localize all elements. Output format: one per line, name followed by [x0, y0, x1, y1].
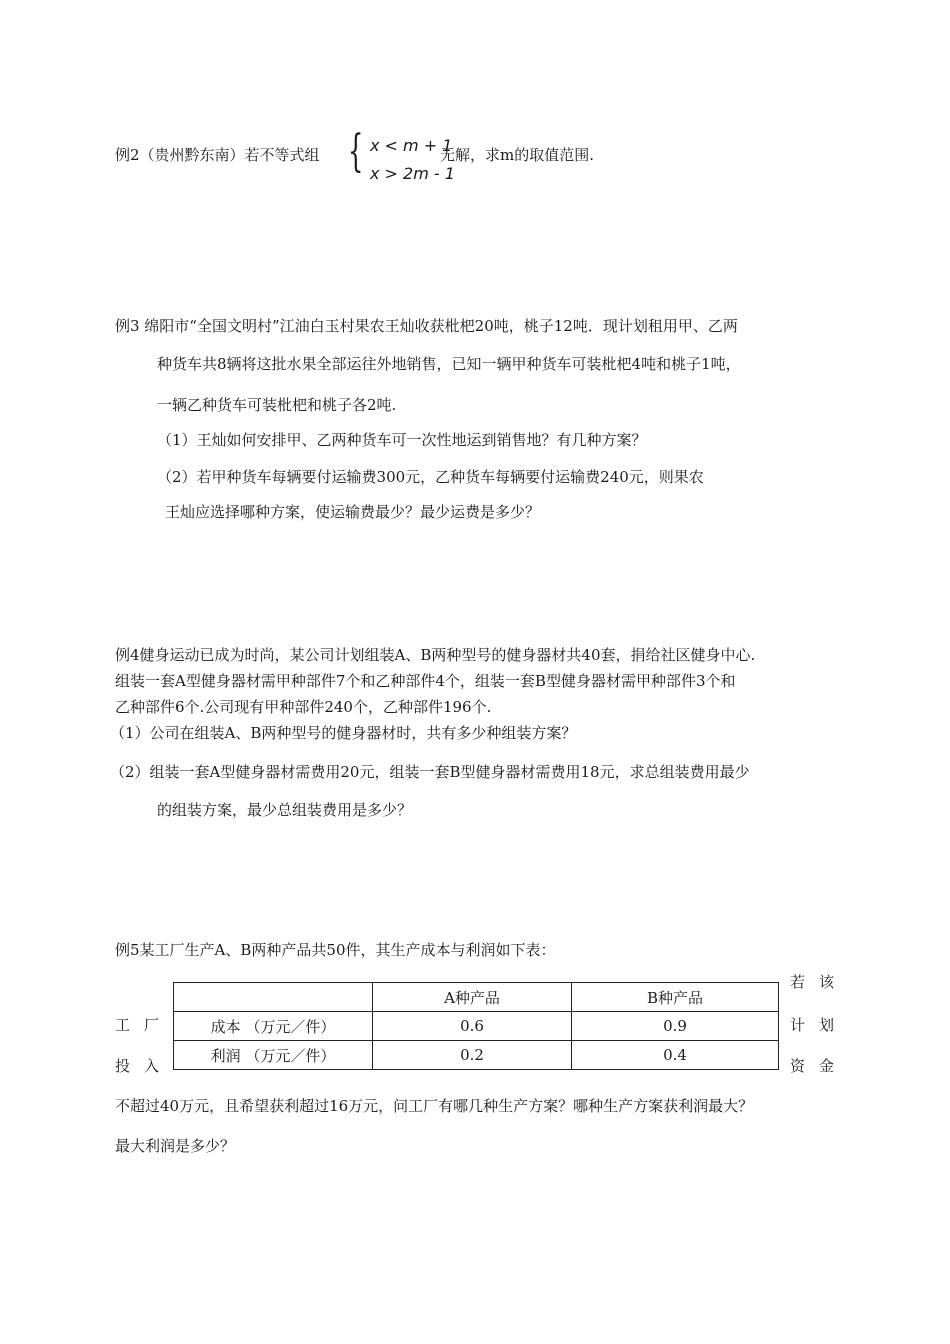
ex5-line-2: 不超过40万元，且希望获利超过16万元，问工厂有哪几种生产方案？哪种生产方案获利润最大？ [115, 1097, 754, 1115]
ex2-inequality-1: x < m + 1 [370, 136, 453, 155]
table-header-cell [174, 983, 373, 1012]
ex2-prefix: 例2（贵州黔东南）若不等式组 [115, 146, 320, 164]
ex5-side-right-1: 计划 [790, 1016, 849, 1034]
table-cell: 0.9 [572, 1012, 779, 1041]
table-cell: 0.6 [373, 1012, 572, 1041]
table-row [174, 1041, 779, 1070]
ex5-line-1: 例5某工厂生产A、B两种产品共50件，其生产成本与利润如下表： [115, 941, 556, 959]
ex3-question-1: （1）王灿如何安排甲、乙两种货车可一次性地运到销售地？有几种方案？ [157, 431, 647, 449]
ex2-inequality-2: x > 2m - 1 [370, 164, 455, 183]
ex4-question-2: （2）组装一套A型健身器材需费用20元，组装一套B型健身器材需费用18元，求总组装费用最少 [110, 763, 750, 781]
ex4-line-1: 例4健身运动已成为时尚，某公司计划组装A、B两种型号的健身器材共40套，捐给社区健身中心. [115, 646, 756, 664]
ex5-line-3: 最大利润是多少？ [115, 1137, 236, 1155]
table-cell: 利润 （万元／件） [174, 1041, 373, 1070]
ex3-question-2: （2）若甲种货车每辆要付运输费300元，乙种货车每辆要付运输费240元，则果农 [157, 468, 704, 486]
table-cell: 成本 （万元／件） [174, 1012, 373, 1041]
system-brace: { [348, 126, 364, 177]
ex3-line-3: 一辆乙种货车可装枇杷和桃子各2吨. [157, 396, 397, 414]
table-header-row [174, 983, 779, 1012]
ex3-question-2-cont: 王灿应选择哪种方案，使运输费最少？最少运费是多少？ [165, 503, 541, 521]
table-row [174, 1012, 779, 1041]
ex3-line-2: 种货车共8辆将这批水果全部运往外地销售，已知一辆甲种货车可装枇杷4吨和桃子1吨， [157, 355, 741, 373]
table-header-cell: B种产品 [572, 983, 779, 1012]
ex4-line-2: 组装一套A型健身器材需甲种部件7个和乙种部件4个，组装一套B型健身器材需甲种部件3个和 [115, 672, 736, 690]
ex5-side-left-2: 投入 [115, 1057, 174, 1075]
ex3-line-1: 例3 绵阳市“全国文明村”江油白玉村果农王灿收获枇杷20吨，桃子12吨．现计划租用甲、乙两 [115, 317, 738, 335]
table-cell: 0.4 [572, 1041, 779, 1070]
table-cell: 0.2 [373, 1041, 572, 1070]
ex4-line-3: 乙种部件6个.公司现有甲种部件240个，乙种部件196个. [115, 698, 492, 716]
ex4-question-1: （1）公司在组装A、B两种型号的健身器材时，共有多少种组装方案？ [110, 724, 577, 742]
cost-profit-table [173, 982, 779, 1070]
ex5-side-left-1: 工厂 [115, 1016, 174, 1034]
ex5-side-right-2: 资金 [790, 1057, 849, 1075]
ex4-question-2-cont: 的组装方案，最少总组装费用是多少？ [157, 801, 413, 819]
ex2-suffix: 无解，求m的取值范围. [440, 146, 594, 164]
table-header-cell: A种产品 [373, 983, 572, 1012]
ex5-side-right-0: 若该 [790, 973, 849, 991]
